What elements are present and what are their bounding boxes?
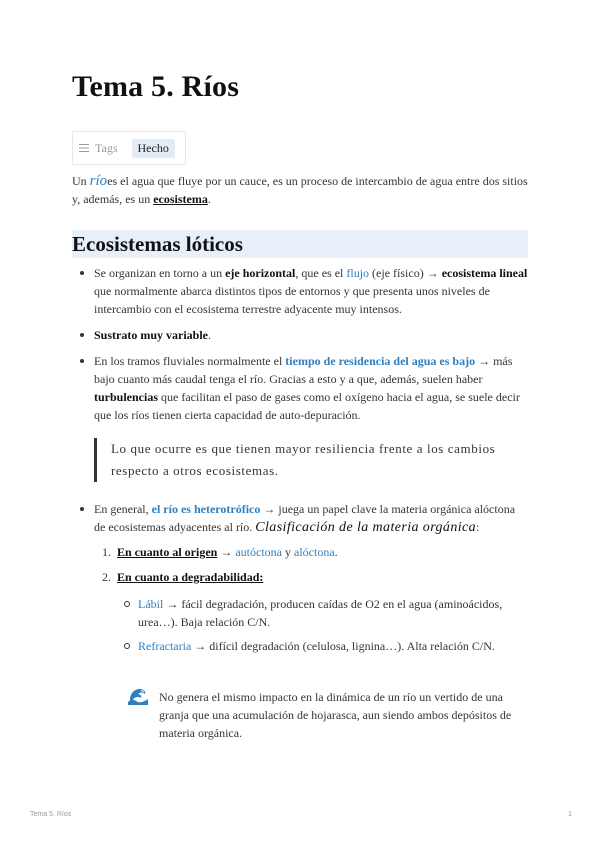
labil-term: Lábil [138, 597, 164, 611]
bold-term: ecosistema lineal [441, 266, 528, 280]
page-title: Tema 5. Ríos [72, 70, 240, 103]
quote-block: Lo que ocurre es que tienen mayor resiliencia frente a los cambios respecto a otros ecosistemas. [94, 438, 524, 482]
ecosistema-term: ecosistema [153, 192, 208, 206]
text: : [476, 520, 480, 534]
flujo-term: flujo [346, 266, 370, 280]
text: . [208, 328, 211, 342]
bold-term: Sustrato muy variable [94, 328, 208, 342]
highlight-term: tiempo de residencia del agua es bajo [285, 354, 476, 368]
aloctona-term: alóctona [294, 545, 335, 559]
text: . [334, 545, 338, 559]
rio-term: río [89, 173, 108, 189]
list-item [72, 352, 528, 424]
list-item [72, 500, 528, 537]
text: que normalmente abarca distintos tipos de entornos y que presenta unos niveles de intercambio con el ecosistema terrestre adyacente muy intensos. [94, 284, 490, 316]
bold-term: En cuanto a degradabilidad: [117, 570, 264, 584]
text: → [217, 545, 236, 559]
circle-bullet-icon [124, 601, 130, 607]
callout-text: No genera el mismo impacto en la dinámica de un río un vertido de una granja que una acumulación de hojarasca, aun siendo ambos depósitos de materia orgánica. [159, 690, 512, 740]
bold-term: turbulencias [94, 390, 159, 404]
math-expression: Clasificación de la materia orgánica [255, 520, 477, 535]
text: → fácil degradación, producen caídas de O2 en el agua (aminoácidos, urea…). Baja relación C/N. [138, 597, 503, 629]
text: que facilitan el paso de gases como el oxígeno hacia el agua, se suele decir que los ríos tienen cierta capacidad de auto-depuración. [94, 390, 520, 422]
numbered-item [102, 568, 528, 586]
text: Se organizan en torno a un [94, 266, 226, 280]
bullet-icon [80, 333, 84, 337]
circle-bullet-icon [124, 643, 130, 649]
intro-text: . [207, 192, 211, 206]
text: , que es el [295, 266, 347, 280]
text: En los tramos fluviales normalmente el [94, 354, 286, 368]
list-icon [79, 144, 89, 152]
sub-list-item [124, 637, 528, 655]
text: → difícil degradación (celulosa, lignina…). Alta relación C/N. [191, 639, 495, 653]
autoctona-term: autóctona [235, 545, 282, 559]
tag-badge[interactable]: Hecho [132, 139, 175, 158]
text: → juega un papel clave la materia orgánica alóctona de ecosistemas adyacentes al río. [94, 502, 516, 534]
text: (eje físico) → [369, 266, 442, 280]
intro-text: Un [72, 174, 90, 188]
intro-text: es el agua que fluye por un cauce, es un proceso de intercambio de agua entre dos sitios y, además, es un [72, 174, 528, 206]
bold-term: En cuanto al origen [117, 545, 218, 559]
highlight-term: el río es heterotrófico [151, 502, 261, 516]
water-wave-icon [127, 686, 149, 706]
callout [127, 688, 527, 742]
refractaria-term: Refractaria [138, 639, 192, 653]
text: En general, [94, 502, 152, 516]
item-number: 2. [102, 570, 111, 584]
bullet-icon [80, 507, 84, 511]
tags-property[interactable] [72, 131, 186, 165]
item-number: 1. [102, 545, 111, 559]
numbered-item [102, 543, 528, 561]
bullet-icon [80, 271, 84, 275]
page-number: 1 [568, 811, 572, 818]
text: → más bajo cuanto más caudal tenga el río. Gracias a esto y a que, además, suelen haber [94, 354, 513, 386]
section-heading: Ecosistemas lóticos [72, 230, 528, 258]
tags-label: Tags [95, 140, 118, 155]
sub-list-item [124, 595, 528, 631]
text: y [282, 545, 294, 559]
list-item [72, 264, 528, 318]
bullet-icon [80, 359, 84, 363]
footer-title: Tema 5. Ríos [30, 811, 72, 818]
list-item [72, 326, 528, 344]
bold-term: eje horizontal [225, 266, 296, 280]
intro-paragraph [72, 172, 528, 208]
